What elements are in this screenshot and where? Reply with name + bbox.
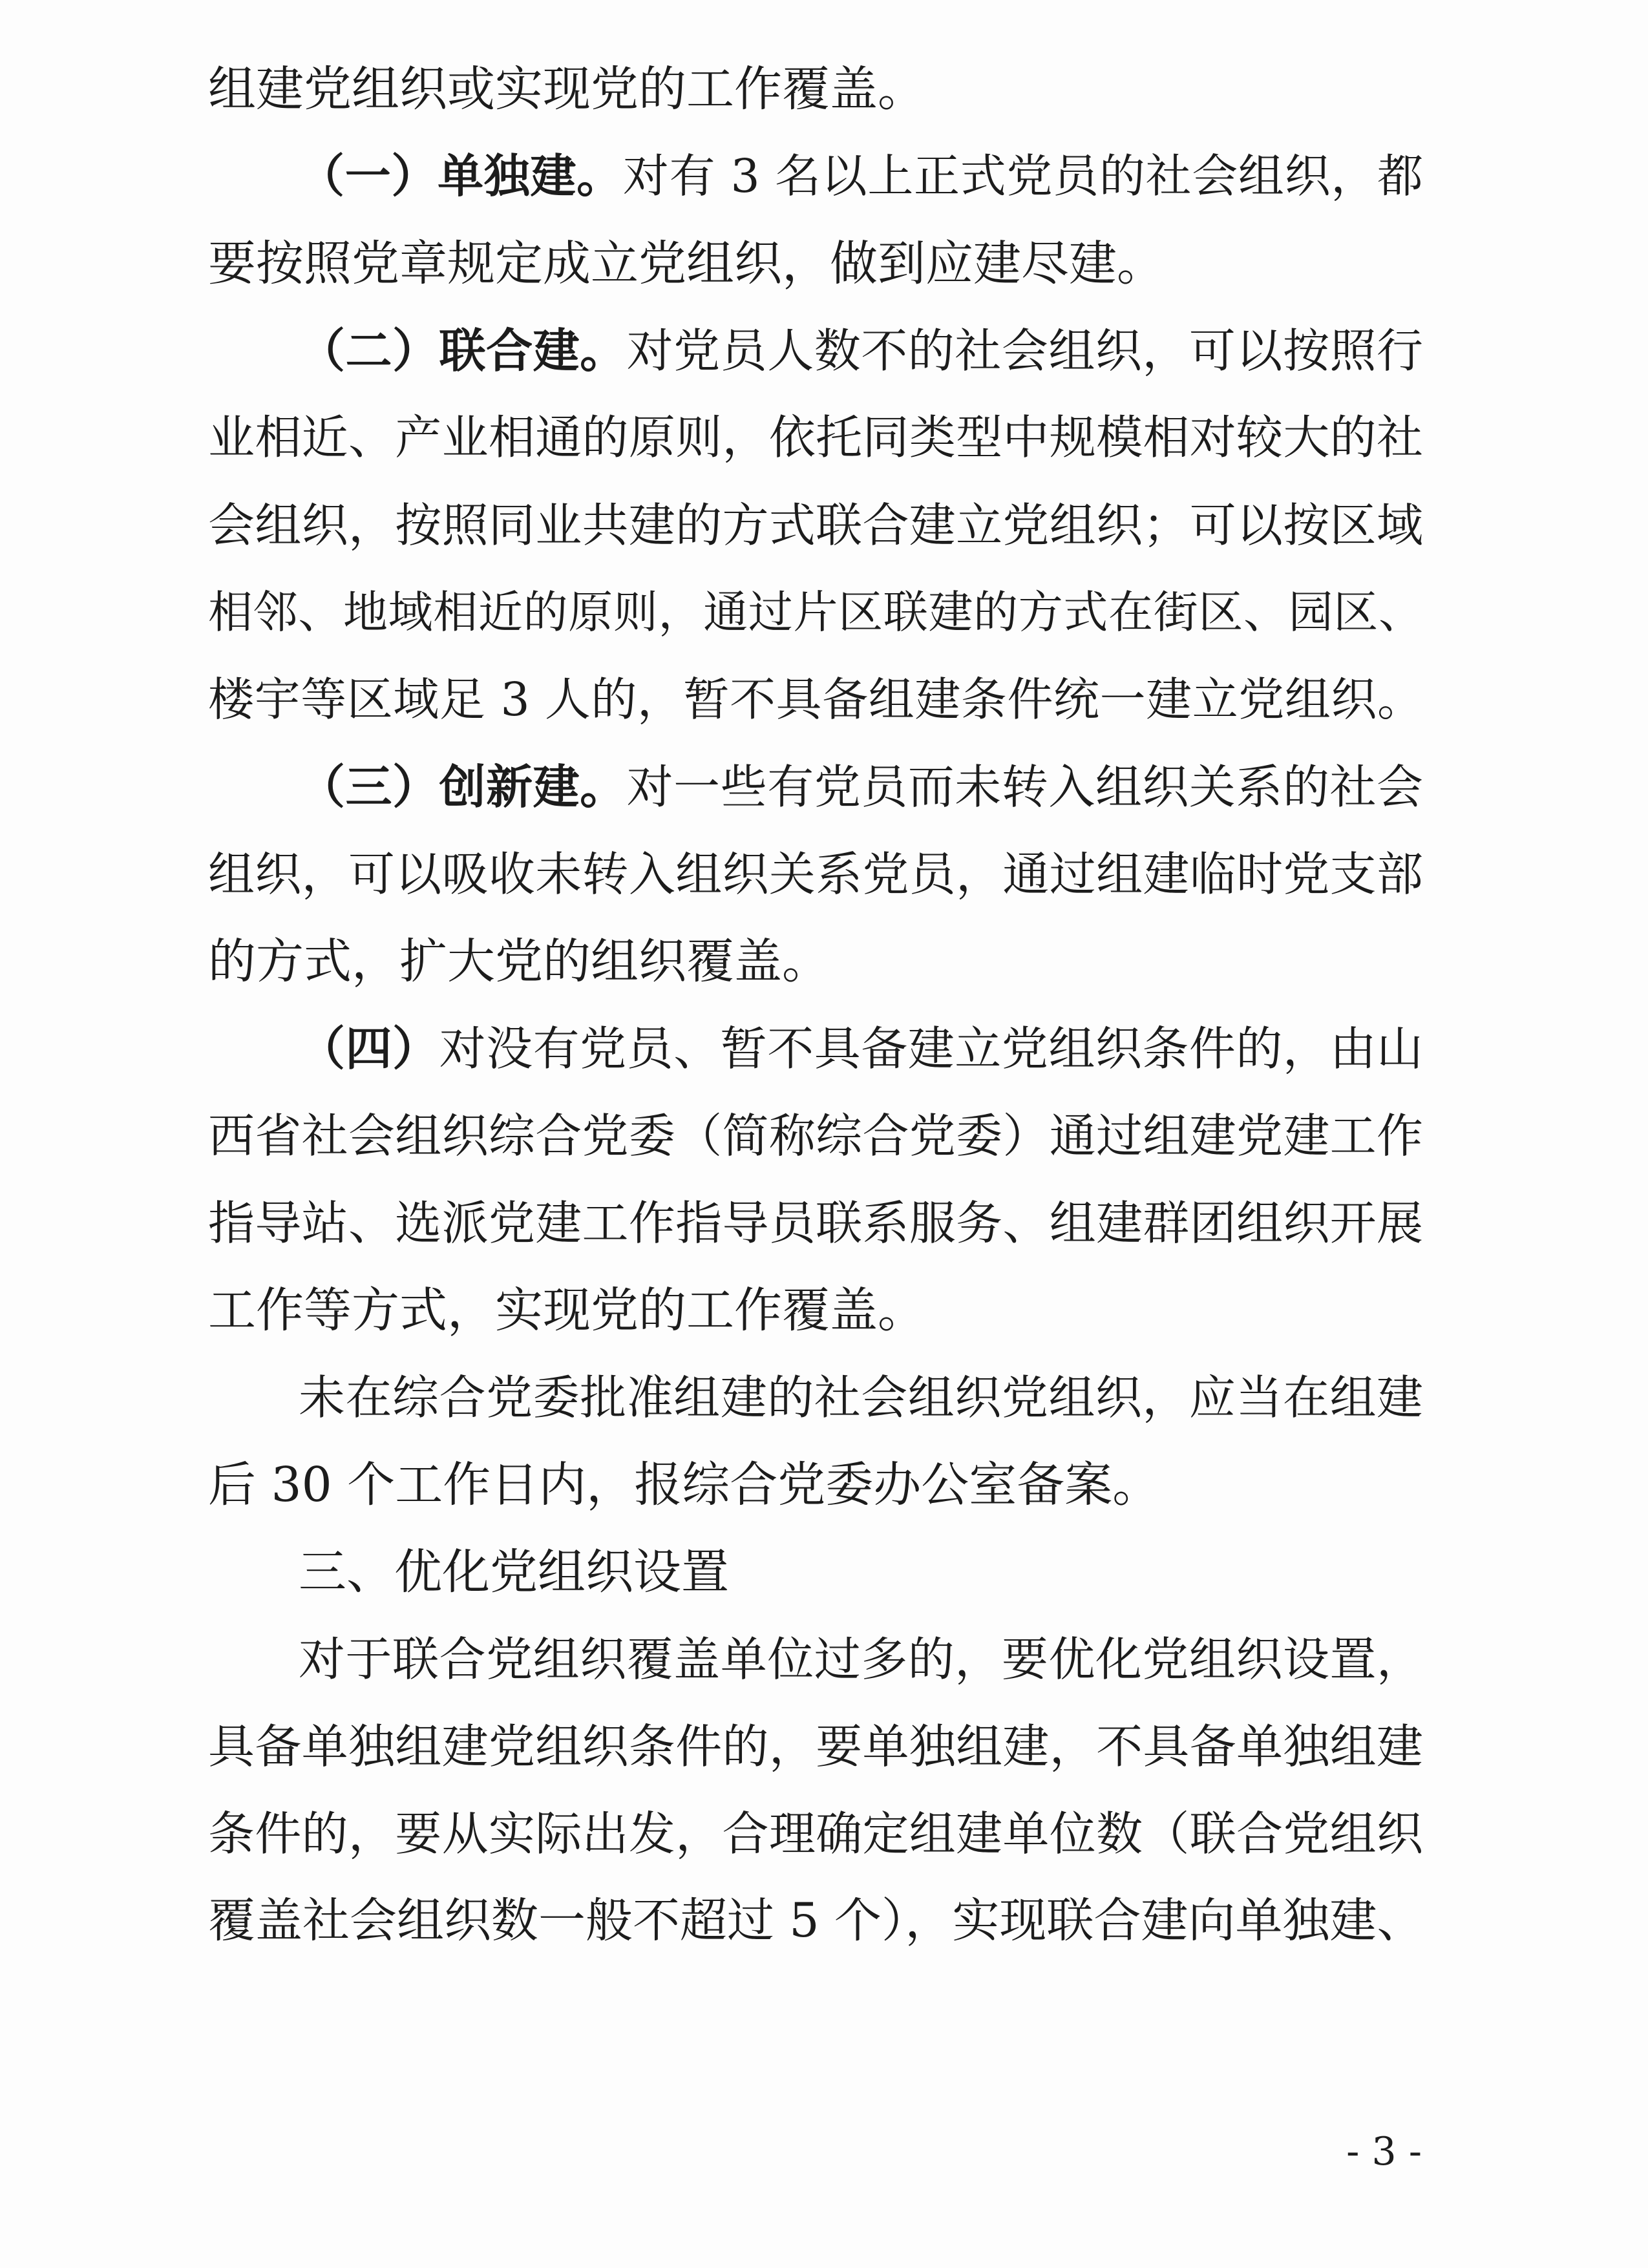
line-text: 对没有党员、暂不具备建立党组织条件的，由山 — [439, 1022, 1423, 1076]
page-number: - 3 - — [1346, 2129, 1422, 2174]
line-text: 对有 3 名以上正式党员的社会组织，都 — [622, 149, 1423, 203]
text-line — [208, 405, 1423, 470]
text-line — [299, 319, 1423, 383]
line-text: 对一些有党员而未转入组织关系的社会 — [626, 760, 1423, 814]
text-line — [208, 842, 1423, 907]
line-text: 后 30 个工作日内，报综合党委办公室备案。 — [208, 1457, 1161, 1513]
line-text: 覆盖社会组织数一般不超过 5 个），实现联合建向单独建、 — [208, 1893, 1424, 1948]
text-line — [208, 929, 1423, 994]
line-text: 条件的，要从实际出发，合理确定组建单位数（联合党组织 — [208, 1807, 1423, 1861]
line-text: 具备单独组建党组织条件的，要单独组建，不具备单独组建 — [208, 1719, 1423, 1774]
line-text: 业相近、产业相通的原则，依托同类型中规模相对较大的社 — [208, 410, 1423, 465]
section-label: （二）联合建。 — [299, 323, 627, 378]
text-line — [208, 1278, 1423, 1343]
text-line — [208, 667, 1423, 732]
text-line — [299, 1365, 1423, 1430]
text-line — [299, 1016, 1423, 1081]
line-text: 要按照党章规定成立党组织，做到应建尽建。 — [208, 236, 1165, 291]
line-text: 会组织，按照同业共建的方式联合建立党组织；可以按区域 — [208, 498, 1423, 552]
section-label: （三）创新建。 — [299, 759, 627, 814]
line-text: 工作等方式，实现党的工作覆盖。 — [208, 1283, 925, 1338]
text-line — [299, 1627, 1423, 1692]
text-line — [208, 1714, 1423, 1779]
line-text: 的方式，扩大党的组织覆盖。 — [208, 934, 830, 989]
line-text: 组织，可以吸收未转入组织关系党员，通过组建临时党支部 — [208, 847, 1423, 901]
text-line — [208, 57, 1423, 121]
section-heading — [299, 1540, 1423, 1604]
line-text: 相邻、地域相近的原则，通过片区联建的方式在街区、园区、 — [208, 587, 1423, 638]
line-text: 楼宇等区域足 3 人的，暂不具备组建条件统一建立党组织。 — [208, 673, 1423, 726]
text-line — [208, 1191, 1423, 1255]
line-text: 组建党组织或实现党的工作覆盖。 — [208, 61, 925, 117]
text-line — [208, 231, 1423, 296]
text-line — [299, 143, 1423, 209]
text-line — [208, 1889, 1423, 1953]
section-label: （四） — [299, 1021, 439, 1076]
text-line — [208, 493, 1423, 558]
section-heading-text: 三、优化党组织设置 — [299, 1544, 729, 1600]
line-text: 对于联合党组织覆盖单位过多的，要优化党组织设置， — [299, 1632, 1423, 1686]
text-line — [208, 1104, 1423, 1168]
line-text: 对党员人数不的社会组织，可以按照行 — [626, 324, 1423, 378]
text-line — [208, 1453, 1423, 1517]
text-line — [208, 580, 1423, 645]
text-line — [208, 1801, 1423, 1866]
line-text: 西省社会组织综合党委（简称综合党委）通过组建党建工作 — [208, 1109, 1423, 1163]
line-text: 指导站、选派党建工作指导员联系服务、组建群团组织开展 — [208, 1196, 1423, 1250]
line-text: 未在综合党委批准组建的社会组织党组织，应当在组建 — [299, 1370, 1423, 1425]
section-label: （一）单独建。 — [299, 149, 623, 203]
text-line — [299, 755, 1423, 819]
